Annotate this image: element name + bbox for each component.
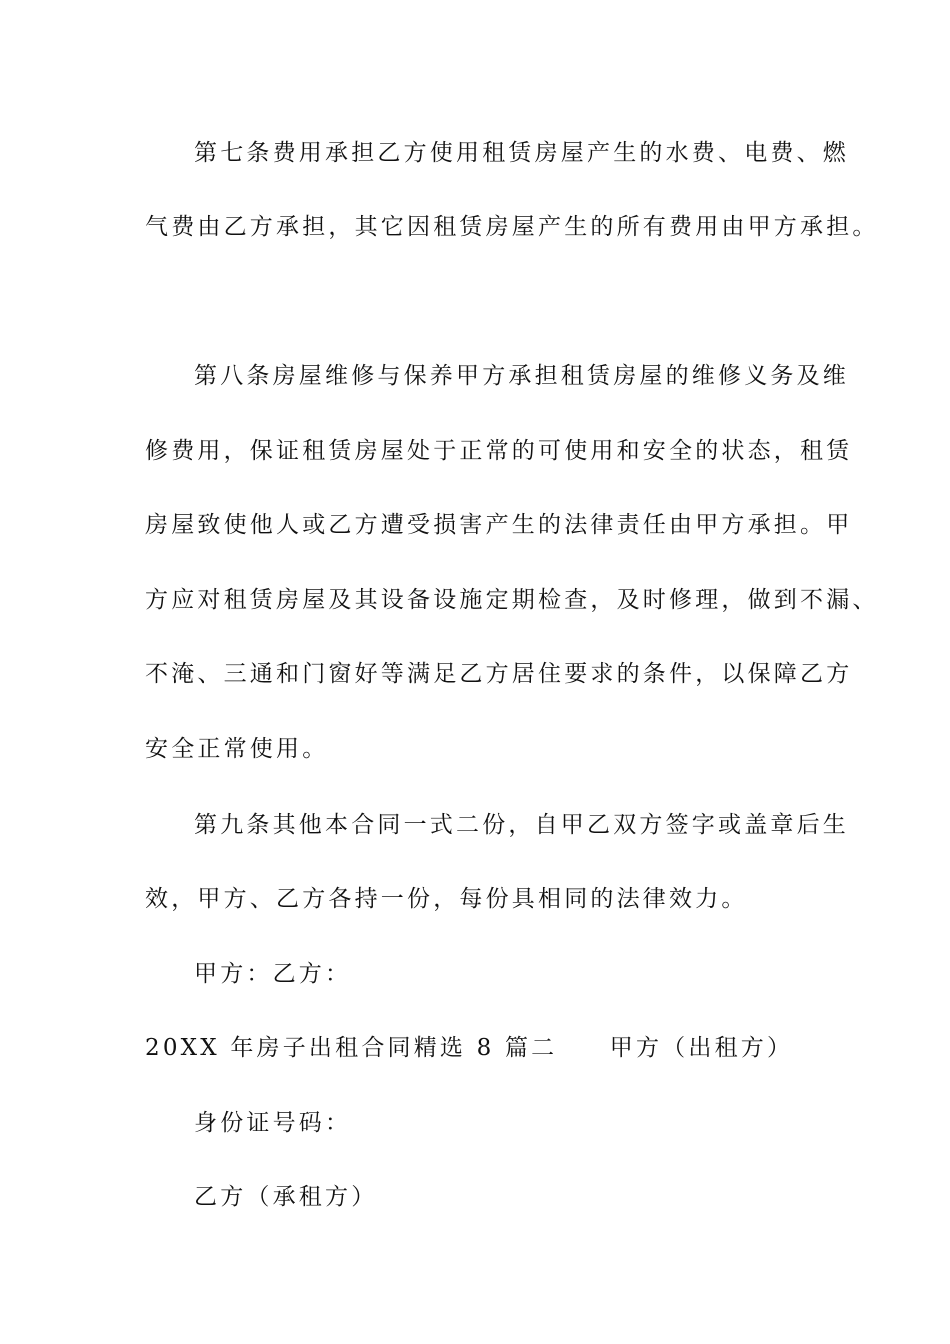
article-8-line-6: 安全正常使用。: [145, 736, 329, 762]
signature-parties-line: 甲方：乙方：: [194, 961, 352, 987]
id-number-line: 身份证号码：: [194, 1110, 352, 1136]
article-7-line-2: 气费由乙方承担，其它因租赁房屋产生的所有费用由甲方承担。: [145, 214, 879, 240]
article-8-line-5: 不淹、三通和门窗好等满足乙方居住要求的条件，以保障乙方: [145, 661, 853, 687]
article-8-line-2: 修费用，保证租赁房屋处于正常的可使用和安全的状态，租赁: [145, 438, 853, 464]
article-9-line-1: 第九条其他本合同一式二份，自甲乙双方签字或盖章后生: [194, 812, 849, 838]
article-8-line-4: 方应对租赁房屋及其设备设施定期检查，及时修理，做到不漏、: [145, 587, 879, 613]
article-7-line-1: 第七条费用承担乙方使用租赁房屋产生的水费、电费、燃: [194, 140, 849, 166]
tenant-party-line: 乙方（承租方）: [194, 1184, 378, 1210]
section-heading-line: 20XX 年房子出租合同精选 8 篇二 甲方（出租方）: [145, 1035, 794, 1061]
article-8-line-3: 房屋致使他人或乙方遭受损害产生的法律责任由甲方承担。甲: [145, 512, 853, 538]
article-8-line-1: 第八条房屋维修与保养甲方承担租赁房屋的维修义务及维: [194, 363, 849, 389]
article-9-line-2: 效，甲方、乙方各持一份，每份具相同的法律效力。: [145, 886, 748, 912]
